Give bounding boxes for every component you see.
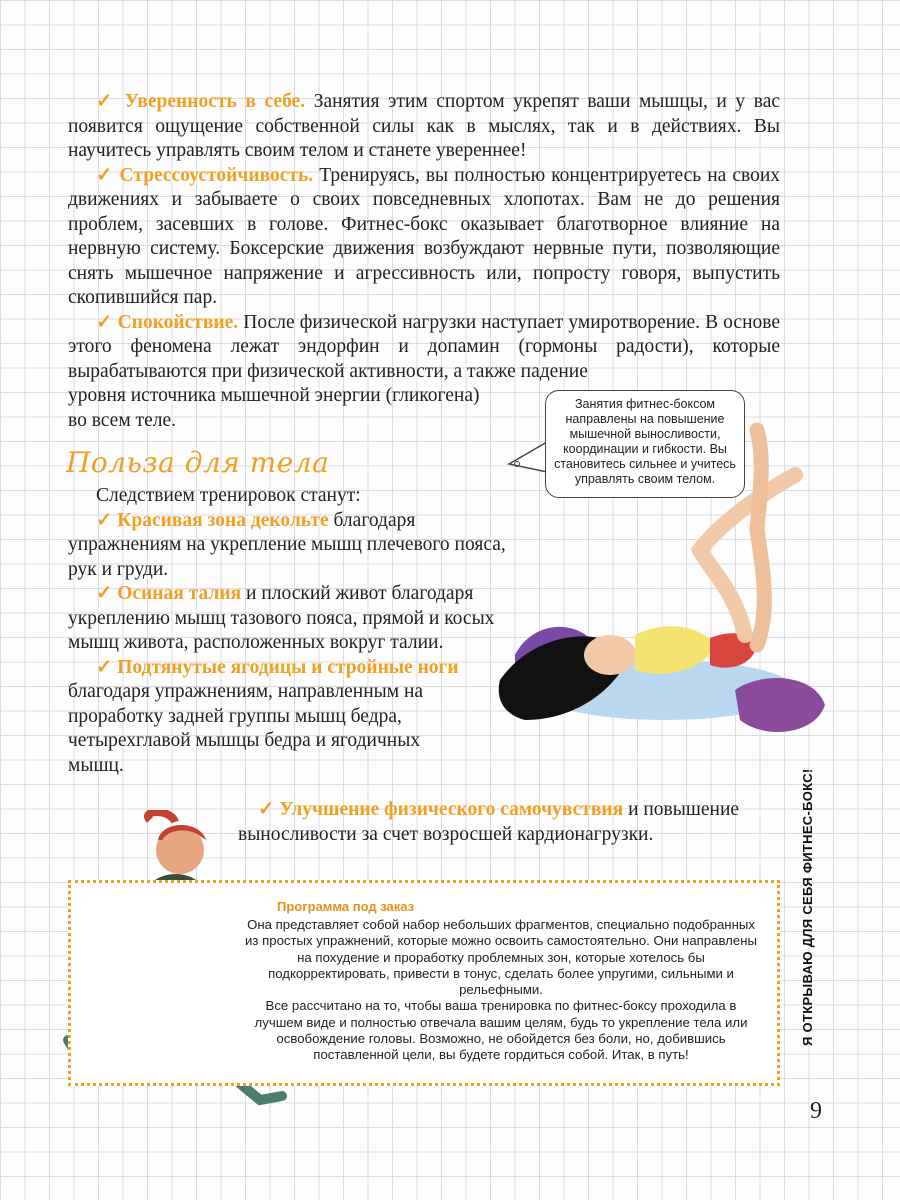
benefit-text: Тренируясь, вы полностью концентрируетесь на своих движениях и забываете о своих повседневных хлопотах. Вам не до решения проблем, засевших в голове. Фитнес-бокс оказывает благотворное влияние на нервную систему. Боксерские движения возбуждают нервные пути, позволяющие снять мышечное напряжение и агрессивность или, попросту говоря, выпустить скопившийся пар. [68,164,781,308]
list-item-legs [68,656,508,779]
side-chapter-label: Я ОТКРЫВАЮ ДЛЯ СЕБЯ ФИТНЕС-БОКС! [800,768,815,1046]
body-benefits-list [68,484,508,778]
leg-2 [757,430,764,645]
benefit-calm [68,311,780,385]
calm-tail-line: уровня источника мышечной энергии (гликогена) [68,385,480,406]
check-icon: ✓ [258,799,275,820]
section-intro: Следствием тренировок станут: [96,485,361,506]
info-box-body [241,917,761,1064]
item-title: Улучшение физического самочувствия [279,799,624,820]
page-number: 9 [810,1098,822,1124]
info-box [68,880,780,1086]
benefit-title: Стрессоустойчивость. [119,164,314,186]
benefit-calm-continued [68,384,538,433]
benefit-text: После физической нагрузки наступает умиротворение. В основе этого феномена лежат эндорфин и допамин (гормоны радости), которые вырабатываются при физической активности, а также падение [68,311,781,382]
speech-bubble-text: Занятия фитнес-боксом направлены на повышение мышечной выносливости, координации и гибкости. Вы становитесь сильнее и учитесь управлять своим телом. [554,397,736,486]
check-icon: ✓ [96,583,113,604]
intro-benefits [68,90,780,384]
benefit-text: Занятия этим спортом укрепят ваши мышцы, и у вас появится ощущение собственной силы как в мыслях, так и в действиях. Вы научитесь управлять своим телом и станете увереннее! [68,91,781,161]
item-title: Красивая зона декольте [117,509,329,531]
list-item-wellbeing [238,798,780,847]
section-title: Польза для тела [66,446,330,479]
list-item-decollete [68,509,508,583]
check-icon: ✓ [96,656,113,678]
pillow-right [735,678,825,732]
check-icon: ✓ [96,91,117,112]
item-title: Подтянутые ягодицы и стройные ноги [117,656,459,678]
lying-woman-illustration [495,420,835,750]
benefit-title: Уверенность в себе. [124,91,306,112]
face [584,635,636,675]
benefit-stress [68,164,780,311]
calm-tail-line: во всем теле. [68,409,176,431]
item-title: Осиная талия [117,583,242,604]
info-paragraph: Все рассчитано на то, чтобы ваша тренировка по фитнес-боксу проходила в лучшем виде и полностью отвечала вашим целям, будь то укрепление тела или освобождение головы. Возможно, не обойдется без боли, но, добившись поставленной цели, вы будете гордиться собой. Итак, в путь! [254,998,748,1063]
benefit-title: Спокойствие. [117,311,239,333]
item-text: благодаря упражнениям на укрепление мышц плечевого пояса, рук и груди. [68,509,506,580]
list-item-waist [68,582,508,656]
item-text: и повышение выносливости за счет возросшей кардионагрузки. [238,799,740,845]
ponytail [148,812,175,822]
info-box-title: Программа под заказ [277,899,415,914]
item-text: и плоский живот благодаря укреплению мышц тазового пояса, прямой и косых мышц живота, расположенных вокруг талии. [68,583,495,653]
item-text: благодаря упражнениям, направленным на проработку задней группы мышц бедра, четырехглавой мышцы бедра и ягодичных мышц. [68,681,424,776]
benefit-confidence [68,90,780,164]
check-icon: ✓ [96,164,114,186]
info-paragraph: Она представляет собой набор небольших фрагментов, специально подобранных из простых упражнений, которые можно освоить самостоятельно. Они направлены на похудение и проработку проблемных зон, которые хотелось бы подкорректировать, привести в тонус, сделать более упругими, сильными и рельефными. [245,917,757,998]
check-icon: ✓ [96,311,113,333]
check-icon: ✓ [96,509,113,531]
leg-1 [700,475,795,635]
